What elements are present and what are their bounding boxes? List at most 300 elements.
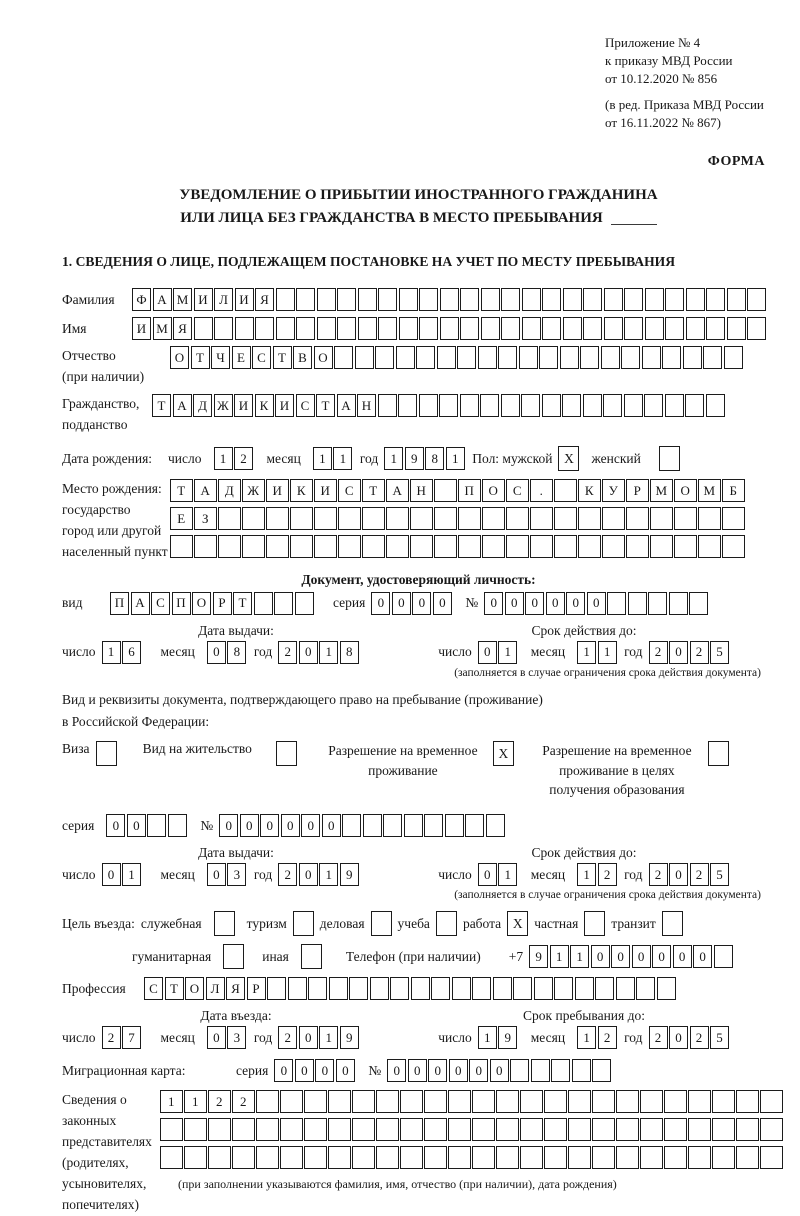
char-cell — [562, 394, 581, 417]
revision-block — [605, 96, 775, 132]
revision-line: (в ред. Приказа МВД России — [605, 96, 764, 112]
char-cell: 0 — [281, 814, 300, 837]
char-cell: Ж — [242, 479, 265, 502]
char-cell: 0 — [315, 1059, 334, 1082]
entry-date-header: Дата въезда: — [200, 1008, 272, 1024]
char-cell: 2 — [690, 1026, 709, 1049]
char-cell: А — [153, 288, 172, 311]
char-cell — [376, 1090, 399, 1113]
char-cell — [722, 507, 745, 530]
char-cell: Ч — [211, 346, 230, 369]
char-cell — [604, 288, 623, 311]
char-cell: О — [314, 346, 333, 369]
day-label: число — [438, 644, 472, 660]
char-cell: 0 — [478, 863, 497, 886]
char-cell — [539, 346, 558, 369]
char-cell — [337, 317, 356, 340]
char-cell — [274, 592, 293, 615]
patronymic-sublabel: (при наличии) — [62, 369, 145, 385]
char-cell: С — [252, 346, 271, 369]
char-cell — [328, 1146, 351, 1169]
char-cell — [314, 507, 337, 530]
phone-cells — [529, 945, 734, 968]
char-cell — [530, 535, 553, 558]
char-cell — [424, 1090, 447, 1113]
purpose-other-label: иная — [262, 948, 289, 964]
char-cell: Ф — [132, 288, 151, 311]
char-cell: 0 — [102, 863, 121, 886]
char-cell — [486, 814, 505, 837]
char-cell — [580, 346, 599, 369]
char-cell: 1 — [333, 447, 352, 470]
char-cell — [554, 479, 577, 502]
char-cell — [266, 507, 289, 530]
char-cell — [712, 1090, 735, 1113]
appendix-line: Приложение № 4 — [605, 35, 701, 50]
series-label: серия — [236, 1062, 269, 1078]
char-cell — [551, 1059, 570, 1082]
char-cell — [314, 535, 337, 558]
char-cell — [645, 317, 664, 340]
char-cell — [607, 592, 626, 615]
char-cell — [688, 1090, 711, 1113]
appendix-line: от 10.12.2020 № 856 — [605, 71, 718, 87]
char-cell: 0 — [433, 592, 452, 615]
char-cell — [648, 592, 667, 615]
char-cell — [170, 535, 193, 558]
char-cell — [280, 1146, 303, 1169]
birth-place-labels — [62, 479, 170, 563]
profession-label: Профессия — [62, 980, 126, 996]
char-cell: Я — [255, 288, 274, 311]
purpose-row — [62, 911, 775, 936]
char-cell — [437, 346, 456, 369]
char-cell — [583, 394, 602, 417]
char-cell — [218, 507, 241, 530]
char-cell — [624, 317, 643, 340]
char-cell — [362, 507, 385, 530]
char-cell: 8 — [340, 641, 359, 664]
birth-date-row — [62, 446, 775, 471]
char-cell — [513, 977, 532, 1000]
char-cell: К — [578, 479, 601, 502]
char-cell — [481, 317, 500, 340]
char-cell — [218, 535, 241, 558]
char-cell — [698, 507, 721, 530]
char-cell — [434, 507, 457, 530]
char-cell — [276, 288, 295, 311]
residence-doc-intro — [62, 689, 775, 734]
residence-issue-day-cells — [102, 863, 143, 886]
char-cell: . — [530, 479, 553, 502]
char-cell — [626, 507, 649, 530]
char-cell — [650, 507, 673, 530]
char-cell — [592, 1059, 611, 1082]
char-cell — [482, 535, 505, 558]
char-cell — [290, 507, 313, 530]
purpose-business-checkbox — [371, 911, 392, 936]
char-cell — [616, 1090, 639, 1113]
char-cell — [534, 977, 553, 1000]
char-cell: Р — [247, 977, 266, 1000]
char-cell — [496, 1146, 519, 1169]
char-cell: И — [266, 479, 289, 502]
char-cell — [712, 1118, 735, 1141]
char-cell — [304, 1146, 327, 1169]
char-cell: 0 — [412, 592, 431, 615]
char-cell — [445, 814, 464, 837]
char-cell: О — [674, 479, 697, 502]
char-cell — [452, 977, 471, 1000]
char-cell: 1 — [577, 1026, 596, 1049]
char-cell — [665, 288, 684, 311]
char-cell — [288, 977, 307, 1000]
doc-issue-month-cells — [207, 641, 248, 664]
day-label: число — [62, 1029, 96, 1045]
char-cell — [747, 288, 766, 311]
char-cell — [352, 1146, 375, 1169]
char-cell: Т — [170, 479, 193, 502]
char-cell: 0 — [127, 814, 146, 837]
char-cell: 2 — [649, 641, 668, 664]
char-cell — [542, 288, 561, 311]
char-cell — [267, 977, 286, 1000]
birth-place-row1-cells — [170, 479, 746, 502]
char-cell — [266, 535, 289, 558]
char-cell — [376, 1118, 399, 1141]
identity-doc-heading: Документ, удостоверяющий личность: — [301, 571, 536, 587]
char-cell — [736, 1146, 759, 1169]
char-cell: А — [173, 394, 192, 417]
char-cell — [276, 317, 295, 340]
char-cell: 8 — [227, 641, 246, 664]
char-cell — [208, 1146, 231, 1169]
char-cell — [295, 592, 314, 615]
char-cell: С — [506, 479, 529, 502]
char-cell: 2 — [278, 641, 297, 664]
char-cell: 8 — [425, 447, 444, 470]
char-cell — [296, 317, 315, 340]
char-cell — [506, 535, 529, 558]
char-cell — [572, 1059, 591, 1082]
char-cell — [242, 535, 265, 558]
char-cell: К — [290, 479, 313, 502]
birth-place-state-label: государство — [62, 502, 131, 518]
char-cell — [583, 288, 602, 311]
number-label: № — [200, 817, 214, 833]
char-cell — [256, 1146, 279, 1169]
char-cell — [657, 977, 676, 1000]
char-cell — [674, 535, 697, 558]
patronymic-row — [62, 346, 775, 388]
char-cell — [747, 317, 766, 340]
char-cell — [542, 317, 561, 340]
purpose-transit-checkbox — [662, 911, 683, 936]
char-cell: М — [153, 317, 172, 340]
char-cell — [478, 346, 497, 369]
purpose-humanitarian-label: гуманитарная — [132, 948, 212, 964]
char-cell: 0 — [693, 945, 712, 968]
purpose-humanitarian-checkbox — [223, 944, 244, 969]
female-checkbox — [659, 446, 680, 471]
char-cell — [308, 977, 327, 1000]
char-cell — [147, 814, 166, 837]
char-cell — [168, 814, 187, 837]
sex-male-label: Пол: мужской — [472, 450, 553, 466]
char-cell: 0 — [336, 1059, 355, 1082]
char-cell — [232, 1118, 255, 1141]
char-cell — [727, 288, 746, 311]
char-cell — [338, 535, 361, 558]
char-cell — [685, 394, 704, 417]
char-cell — [493, 977, 512, 1000]
char-cell — [370, 977, 389, 1000]
char-cell: 0 — [611, 945, 630, 968]
char-cell: 2 — [690, 641, 709, 664]
char-cell — [624, 288, 643, 311]
char-cell — [448, 1090, 471, 1113]
char-cell: 0 — [299, 1026, 318, 1049]
char-cell — [328, 1118, 351, 1141]
purpose-transit-label: транзит — [611, 915, 656, 931]
char-cell — [628, 592, 647, 615]
char-cell — [411, 977, 430, 1000]
surname-cells — [132, 288, 768, 311]
temp-residence-education-checkbox — [708, 741, 729, 766]
number-label: № — [368, 1062, 382, 1078]
char-cell — [501, 394, 520, 417]
stay-day-cells — [478, 1026, 519, 1049]
residence-options-row — [62, 741, 775, 800]
char-cell — [560, 346, 579, 369]
char-cell — [506, 507, 529, 530]
char-cell: Т — [152, 394, 171, 417]
char-cell — [626, 535, 649, 558]
char-cell — [184, 1146, 207, 1169]
char-cell: 2 — [232, 1090, 255, 1113]
char-cell: Л — [214, 288, 233, 311]
char-cell — [736, 1118, 759, 1141]
year-label: год — [253, 866, 273, 882]
char-cell — [472, 977, 491, 1000]
char-cell — [358, 288, 377, 311]
char-cell — [404, 814, 423, 837]
visa-label: Виза — [62, 741, 90, 757]
char-cell — [349, 977, 368, 1000]
char-cell: К — [255, 394, 274, 417]
char-cell — [317, 288, 336, 311]
char-cell — [603, 394, 622, 417]
char-cell: П — [458, 479, 481, 502]
char-cell — [544, 1146, 567, 1169]
char-cell: 0 — [299, 863, 318, 886]
purpose-official-label: служебная — [140, 915, 202, 931]
char-cell: 1 — [577, 863, 596, 886]
doc-valid-year-cells — [649, 641, 731, 664]
char-cell — [410, 507, 433, 530]
char-cell: Е — [170, 507, 193, 530]
char-cell: О — [185, 977, 204, 1000]
char-cell: 0 — [652, 945, 671, 968]
char-cell — [688, 1118, 711, 1141]
char-cell — [431, 977, 450, 1000]
residence-permit-label: Вид на жительство — [142, 741, 252, 757]
char-cell: У — [602, 479, 625, 502]
char-cell: 0 — [525, 592, 544, 615]
char-cell — [645, 288, 664, 311]
char-cell — [578, 507, 601, 530]
year-label: год — [624, 1029, 643, 1045]
char-cell: 0 — [669, 1026, 688, 1049]
char-cell — [448, 1118, 471, 1141]
char-cell — [578, 535, 601, 558]
char-cell: С — [296, 394, 315, 417]
birth-place-city-label1: город или другой — [62, 522, 162, 538]
surname-row — [62, 288, 775, 311]
char-cell — [519, 346, 538, 369]
profession-cells — [144, 977, 677, 1000]
char-cell: 0 — [207, 863, 226, 886]
char-cell: П — [172, 592, 191, 615]
char-cell: 1 — [184, 1090, 207, 1113]
char-cell — [337, 288, 356, 311]
char-cell — [378, 394, 397, 417]
char-cell: О — [482, 479, 505, 502]
char-cell: М — [698, 479, 721, 502]
form-title — [62, 184, 775, 231]
char-cell — [363, 814, 382, 837]
day-label: число — [168, 450, 202, 466]
male-checkbox: X — [558, 446, 579, 471]
char-cell — [496, 1118, 519, 1141]
guardians-row1-cells — [160, 1090, 784, 1113]
char-cell — [482, 507, 505, 530]
birth-date-label: Дата рождения: — [62, 450, 153, 466]
given-name-row — [62, 317, 775, 340]
char-cell — [621, 346, 640, 369]
form-title-line2: ИЛИ ЛИЦА БЕЗ ГРАЖДАНСТВА В МЕСТО ПРЕБЫВАНИЯ — [62, 207, 775, 230]
char-cell — [592, 1118, 615, 1141]
char-cell — [624, 394, 643, 417]
char-cell — [400, 1090, 423, 1113]
char-cell: Н — [410, 479, 433, 502]
given-name-cells — [132, 317, 768, 340]
month-label: месяц — [530, 644, 566, 660]
char-cell: 0 — [299, 641, 318, 664]
char-cell — [698, 535, 721, 558]
char-cell — [642, 346, 661, 369]
char-cell — [375, 346, 394, 369]
phone-prefix: +7 — [508, 948, 524, 964]
purpose-study-label: учеба — [397, 915, 430, 931]
entry-year-cells — [278, 1026, 360, 1049]
char-cell: 2 — [208, 1090, 231, 1113]
doc-valid-month-cells — [577, 641, 618, 664]
char-cell: 2 — [598, 1026, 617, 1049]
char-cell — [686, 317, 705, 340]
char-cell: 1 — [214, 447, 233, 470]
temp-residence-education-label: Разрешение на временное проживание в целях получения образования — [542, 743, 692, 798]
doc-issue-year-cells — [278, 641, 360, 664]
month-label: месяц — [530, 1029, 566, 1045]
char-cell: З — [194, 507, 217, 530]
char-cell — [383, 814, 402, 837]
char-cell — [296, 288, 315, 311]
guardians-row3-cells — [160, 1146, 784, 1169]
char-cell: 9 — [498, 1026, 517, 1049]
surname-label: Фамилия — [62, 291, 115, 307]
char-cell: А — [131, 592, 150, 615]
char-cell — [686, 288, 705, 311]
char-cell — [376, 1146, 399, 1169]
char-cell — [706, 288, 725, 311]
char-cell — [352, 1118, 375, 1141]
day-label: число — [438, 1029, 472, 1045]
char-cell — [689, 592, 708, 615]
char-cell — [242, 507, 265, 530]
entry-day-cells — [102, 1026, 143, 1049]
char-cell: 0 — [591, 945, 610, 968]
char-cell — [424, 814, 443, 837]
char-cell: М — [173, 288, 192, 311]
char-cell: 0 — [669, 641, 688, 664]
phone-label: Телефон (при наличии) — [345, 948, 481, 964]
char-cell — [280, 1090, 303, 1113]
series-label: серия — [62, 817, 95, 833]
char-cell — [386, 535, 409, 558]
char-cell — [434, 535, 457, 558]
char-cell: 0 — [546, 592, 565, 615]
char-cell — [256, 1118, 279, 1141]
char-cell — [554, 977, 573, 1000]
char-cell: 1 — [577, 641, 596, 664]
char-cell: 9 — [529, 945, 548, 968]
char-cell: 0 — [322, 814, 341, 837]
valid-until-header: Срок действия до: — [531, 622, 637, 638]
char-cell: 2 — [649, 1026, 668, 1049]
purpose-work-checkbox: X — [507, 911, 528, 936]
char-cell — [208, 1118, 231, 1141]
purpose-official-checkbox — [214, 911, 235, 936]
char-cell — [664, 1090, 687, 1113]
year-label: год — [253, 644, 273, 660]
char-cell: 0 — [484, 592, 503, 615]
char-cell — [669, 592, 688, 615]
year-label: год — [624, 644, 643, 660]
residence-series-row — [62, 814, 775, 837]
char-cell: 0 — [587, 592, 606, 615]
migration-card-row — [62, 1059, 775, 1082]
char-cell: 0 — [566, 592, 585, 615]
char-cell — [760, 1090, 783, 1113]
day-label: число — [438, 866, 472, 882]
char-cell: 0 — [469, 1059, 488, 1082]
char-cell: 3 — [227, 1026, 246, 1049]
char-cell — [439, 394, 458, 417]
migration-card-label: Миграционная карта: — [62, 1062, 186, 1078]
purpose-private-checkbox — [584, 911, 605, 936]
birth-place-city-label2: населенный пункт — [62, 543, 168, 559]
title-underline — [611, 224, 657, 225]
char-cell — [400, 1118, 423, 1141]
char-cell: 1 — [384, 447, 403, 470]
char-cell: И — [235, 288, 254, 311]
validity-note: (заполняется в случае ограничения срока действия документа) — [454, 666, 761, 679]
doc-dates-row — [62, 641, 775, 664]
char-cell: 5 — [710, 641, 729, 664]
char-cell: 1 — [550, 945, 569, 968]
residence-valid-year-cells — [649, 863, 731, 886]
